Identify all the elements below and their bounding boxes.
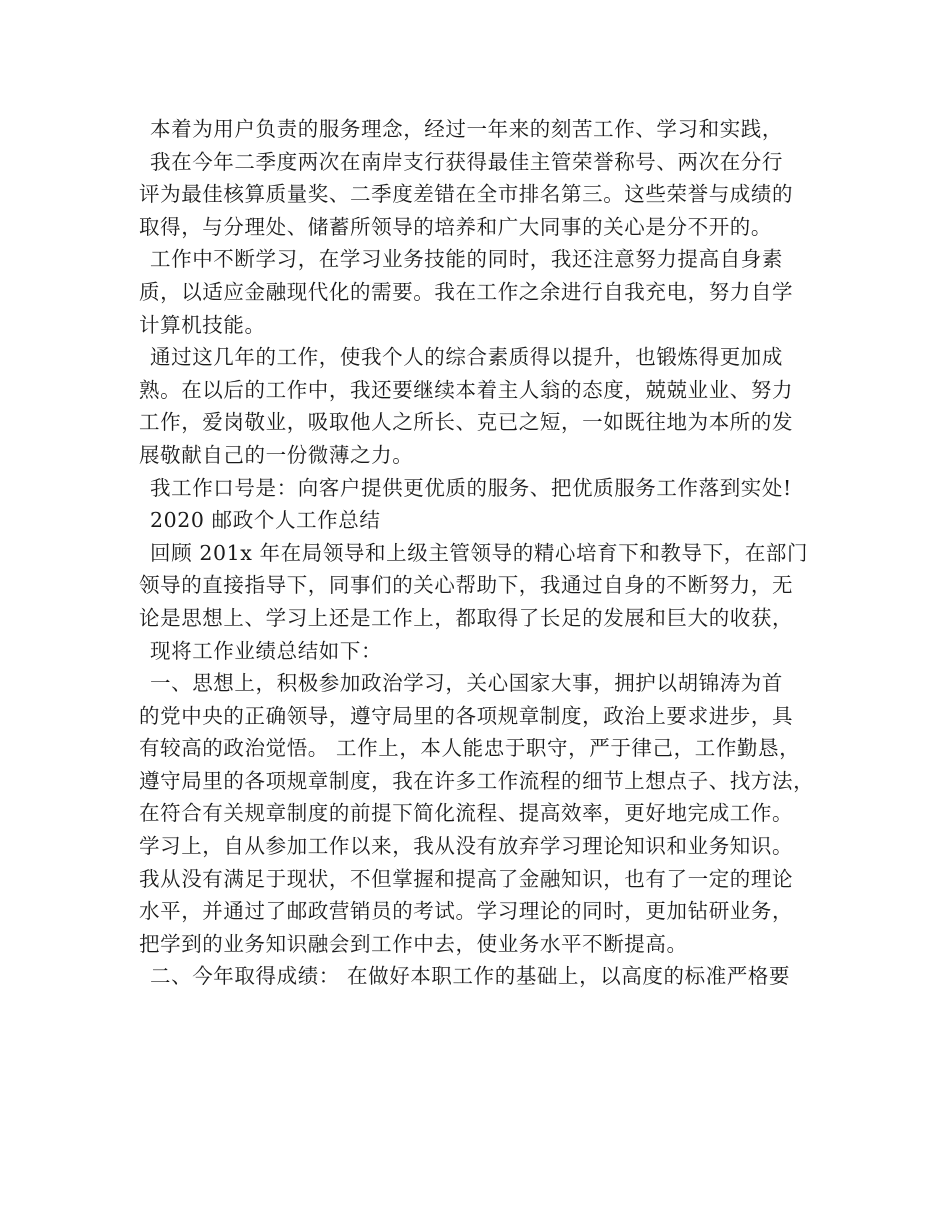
text-line: 回顾 201x 年在局领导和上级主管领导的精心培育下和教导下，在部门: [150, 540, 809, 565]
text-line: 工作中不断学习，在学习业务技能的同时，我还注意努力提高自身素: [150, 247, 783, 272]
text-line: 展敬献自己的一份微薄之力。: [139, 442, 414, 467]
text-line: 质，以适应金融现代化的需要。我在工作之余进行自我充电，努力自学: [139, 279, 794, 304]
text-line: 我在今年二季度两次在南岸支行获得最佳主管荣誉称号、两次在分行: [150, 149, 783, 174]
text-line: 2020 邮政个人工作总结: [150, 508, 381, 533]
text-line: 我工作口号是：向客户提供更优质的服务、把优质服务工作落到实处!: [150, 475, 792, 500]
text-line: 取得，与分理处、储蓄所领导的培养和广大同事的关心是分不开的。: [139, 214, 772, 239]
text-line: 论是思想上、学习上还是工作上，都取得了长足的发展和巨大的收获，: [139, 605, 794, 630]
text-line: 把学到的业务知识融会到工作中去，使业务水平不断提高。: [139, 931, 688, 956]
text-line: 学习上，自从参加工作以来，我从没有放弃学习理论知识和业务知识。: [139, 834, 794, 859]
text-line: 水平，并通过了邮政营销员的考试。学习理论的同时，更加钻研业务，: [139, 899, 794, 924]
text-line: 本着为用户负责的服务理念，经过一年来的刻苦工作、学习和实践，: [150, 117, 783, 141]
text-line: 通过这几年的工作，使我个人的综合素质得以提升，也锻炼得更加成: [150, 345, 783, 370]
text-line: 领导的直接指导下，同事们的关心帮助下，我通过自身的不断努力，无: [139, 573, 794, 598]
text-line: 现将工作业绩总结如下：: [150, 638, 383, 663]
text-line: 遵守局里的各项规章制度，我在许多工作流程的细节上想点子、找方法，: [139, 768, 815, 793]
text-line: 在符合有关规章制度的前提下简化流程、提高效率，更好地完成工作。: [139, 801, 794, 826]
text-line: 一、思想上，积极参加政治学习，关心国家大事，拥护以胡锦涛为首: [150, 671, 783, 696]
text-line: 熟。在以后的工作中，我还要继续本着主人翁的态度，兢兢业业、努力: [139, 377, 794, 402]
text-line: 计算机技能。: [139, 312, 266, 337]
text-line: 我从没有满足于现状，不但掌握和提高了金融知识，也有了一定的理论: [139, 866, 794, 891]
text-line: 评为最佳核算质量奖、二季度差错在全市排名第三。这些荣誉与成绩的: [139, 182, 794, 207]
text-line: 的党中央的正确领导，遵守局里的各项规章制度，政治上要求进步，具: [139, 703, 794, 728]
text-line: 有较高的政治觉悟。 工作上，本人能忠于职守，严于律己，工作勤恳，: [139, 736, 801, 761]
text-line: 工作，爱岗敬业，吸取他人之所长、克已之短，一如既往地为本所的发: [139, 410, 794, 435]
text-line: 二、今年取得成绩： 在做好本职工作的基础上，以高度的标准严格要: [150, 964, 791, 989]
document-body: [139, 113, 829, 993]
